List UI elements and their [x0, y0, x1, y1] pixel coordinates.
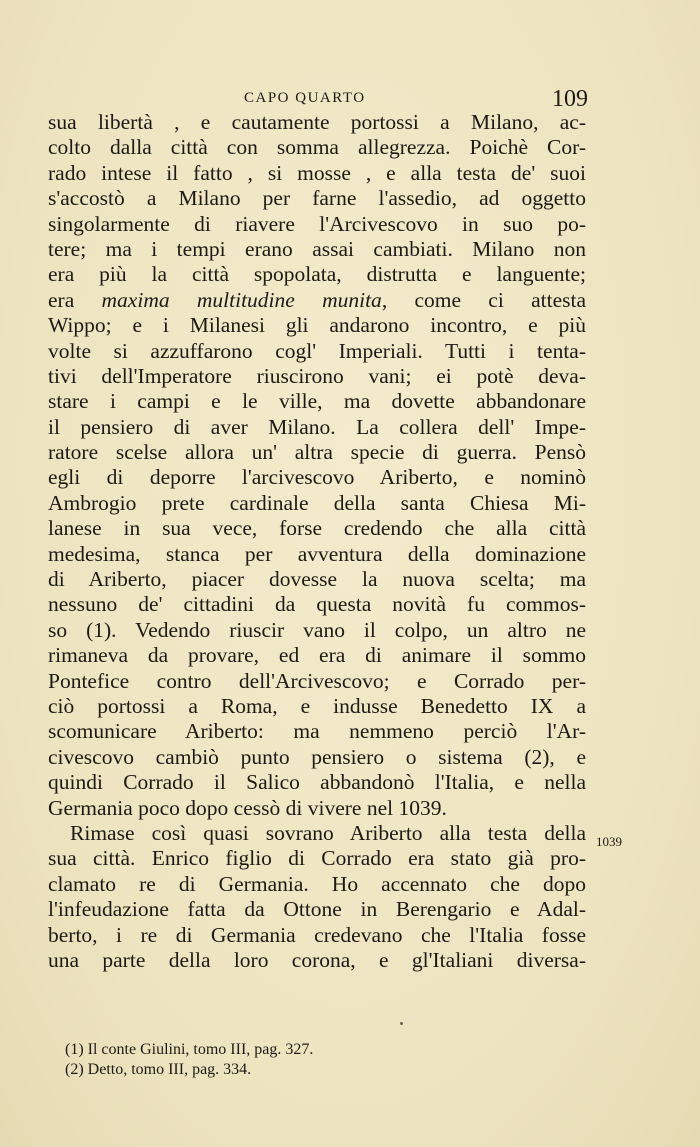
italic-latin-phrase: maxima multitudine munita — [101, 287, 382, 312]
text-line: ratore scelse allora un' altra specie di guerra. Pensò — [48, 440, 586, 465]
text-line: tere; ma i tempi erano assai cambiati. Milano non — [48, 236, 586, 261]
footnote-1: (1) Il conte Giulini, tomo III, pag. 327. — [65, 1041, 314, 1058]
text-line-with-italic — [48, 288, 586, 313]
text-line: Germania poco dopo cessò di vivere nel 1039. — [48, 795, 447, 820]
text-line: nessuno de' cittadini da questa novità fu commos- — [48, 592, 586, 617]
page-header — [48, 88, 588, 110]
text-line: tivi dell'Imperatore riuscirono vani; ei potè deva- — [48, 363, 586, 388]
margin-year-note: 1039 — [596, 834, 622, 849]
text-line: civescovo cambiò punto pensiero o sistema (2), e — [48, 744, 586, 769]
page-number: 109 — [552, 86, 588, 112]
text-line: stare i campi e le ville, ma dovette abbandonare — [48, 389, 586, 414]
text-line: Ambrogio prete cardinale della santa Chiesa Mi- — [48, 490, 586, 515]
text-line: Rimase così quasi sovrano Ariberto alla testa della — [70, 820, 586, 845]
text-line: una parte della loro corona, e gl'Italiani diversa- — [48, 947, 586, 972]
text-line: sua libertà , e cautamente portossi a Milano, ac- — [48, 110, 586, 134]
text-segment: era — [48, 287, 102, 312]
text-line: s'accostò a Milano per farne l'assedio, ad oggetto — [48, 186, 586, 211]
text-line: era più la città spopolata, distrutta e languente; — [48, 262, 586, 287]
text-line: egli di deporre l'arcivescovo Ariberto, e nominò — [48, 465, 586, 490]
text-line: ciò portossi a Roma, e indusse Benedetto IX a — [48, 693, 586, 718]
text-line: di Ariberto, piacer dovesse la nuova scelta; ma — [48, 567, 586, 592]
text-line: sua città. Enrico figlio di Corrado era stato già pro- — [48, 846, 586, 871]
text-line: Pontefice contro dell'Arcivescovo; e Corrado per- — [48, 668, 586, 693]
text-line: medesima, stanca per avventura della dominazione — [48, 541, 586, 566]
body-text — [48, 110, 586, 973]
text-line: lanese in sua vece, forse credendo che alla città — [48, 516, 586, 541]
text-line: Wippo; e i Milanesi gli andarono incontro, e più — [48, 313, 586, 338]
running-title: CAPO QUARTO — [244, 90, 366, 106]
text-line: clamato re di Germania. Ho accennato che dopo — [48, 871, 586, 896]
text-line: colto dalla città con somma allegrezza. Poichè Cor- — [48, 135, 586, 160]
text-segment: , come ci attesta — [381, 287, 586, 312]
text-line: singolarmente di riavere l'Arcivescovo in suo po- — [48, 211, 586, 236]
text-line: quindi Corrado il Salico abbandonò l'Italia, e nella — [48, 770, 586, 795]
text-line: il pensiero di aver Milano. La collera dell' Impe- — [48, 414, 586, 439]
text-line: l'infeudazione fatta da Ottone in Berengario e Adal- — [48, 897, 586, 922]
text-line: berto, i re di Germania credevano che l'Italia fosse — [48, 922, 586, 947]
text-line: scomunicare Ariberto: ma nemmeno perciò l'Ar- — [48, 719, 586, 744]
footnote-2: (2) Detto, tomo III, pag. 334. — [65, 1061, 252, 1078]
text-line: rado intese il fatto , si mosse , e alla testa de' suoi — [48, 160, 586, 185]
text-line: so (1). Vedendo riuscir vano il colpo, un altro ne — [48, 617, 586, 642]
footnotes — [65, 1040, 545, 1080]
text-line: rimaneva da provare, ed era di animare il sommo — [48, 643, 586, 668]
ink-dot — [400, 1022, 403, 1025]
text-line: volte si azzuffarono cogl' Imperiali. Tutti i tenta- — [48, 338, 586, 363]
